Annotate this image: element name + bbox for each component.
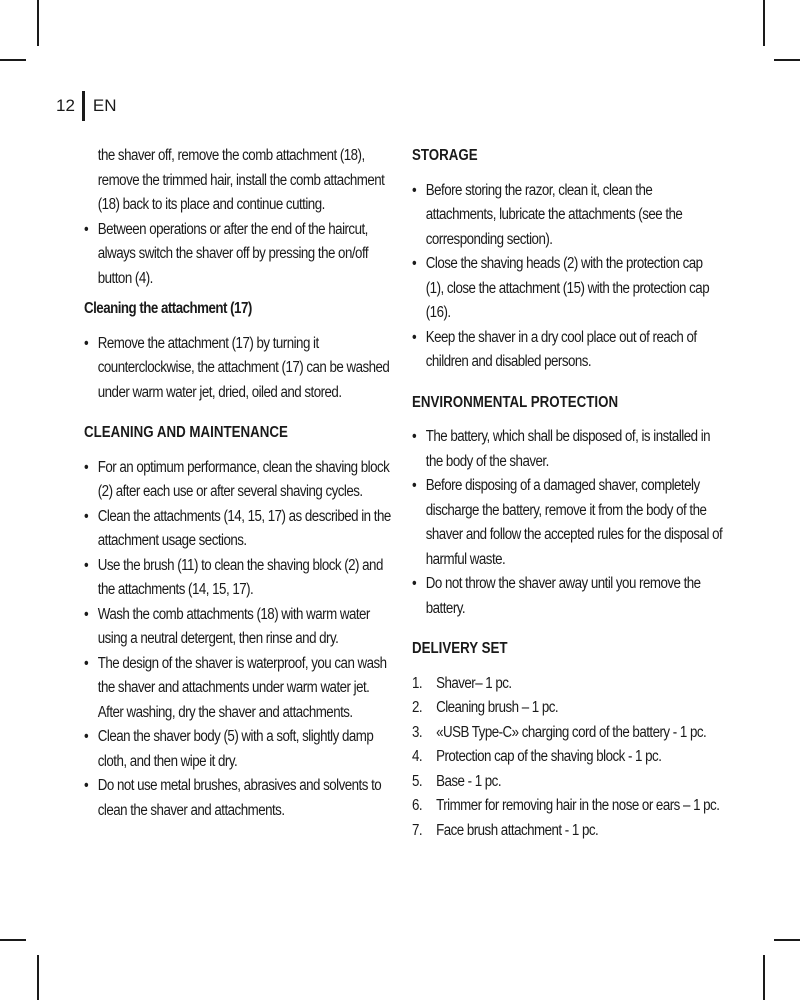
bullet-icon: •: [84, 605, 89, 623]
list-item: 4. Protection cap of the shaving block - 1 pc.: [412, 745, 723, 770]
item-number: 4.: [412, 748, 423, 765]
item-number: 2.: [412, 699, 423, 716]
list-item: • Use the brush (11) to clean the shaving block (2) and the attachments (14, 15, 17).: [84, 554, 395, 603]
bullet-icon: •: [412, 575, 417, 592]
crop-mark-bottom-left-horizontal: [0, 939, 26, 941]
list-item: • The battery, which shall be disposed of, is installed in the body of the shaver.: [412, 425, 723, 474]
attachment-bullet-list: [84, 332, 395, 406]
page-number: 12: [56, 96, 75, 115]
list-item: 6. Trimmer for removing hair in the nose or ears – 1 pc.: [412, 794, 723, 819]
bullet-icon: •: [412, 328, 417, 346]
bullet-icon: •: [412, 255, 417, 272]
item-number: 3.: [412, 723, 423, 741]
list-item: • Remove the attachment (17) by turning it counterclockwise, the attachment (17) can be washed under warm water jet, dried, oiled and stored.: [84, 332, 395, 406]
subheading-cleaning-attachment: Cleaning the attachment (17): [84, 300, 252, 317]
bullet-icon: •: [84, 777, 89, 794]
list-item: • Do not use metal brushes, abrasives and solvents to clean the shaver and attachments.: [84, 774, 395, 823]
bullet-icon: •: [84, 556, 89, 574]
bullet-icon: •: [412, 181, 417, 199]
list-item: • For an optimum performance, clean the shaving block (2) after each use or after several shaving cycles.: [84, 456, 395, 505]
list-item: • Do not throw the shaver away until you remove the battery.: [412, 572, 723, 621]
section-heading-environmental: ENVIRONMENTAL PROTECTION: [412, 393, 619, 411]
list-item: 5. Base - 1 pc.: [412, 770, 723, 795]
crop-mark-bottom-left-vertical: [37, 955, 39, 1000]
haircut-bullet-list: [84, 218, 395, 292]
storage-bullet-list: [412, 179, 723, 375]
crop-mark-top-right-vertical: [763, 0, 765, 46]
crop-mark-top-right-horizontal: [774, 59, 800, 61]
list-item: • Before disposing of a damaged shaver, completely discharge the battery, remove it from the body of the shaver and follow the accepted rules for the disposal of harmful waste.: [412, 474, 723, 572]
list-item: • Clean the attachments (14, 15, 17) as described in the attachment usage sections.: [84, 505, 395, 554]
header-divider: [82, 91, 85, 121]
item-number: 6.: [412, 797, 423, 814]
list-item: 2. Cleaning brush – 1 pc.: [412, 696, 723, 721]
right-column: [412, 144, 722, 843]
list-item: • Keep the shaver in a dry cool place out of reach of children and disabled persons.: [412, 326, 723, 375]
item-number: 5.: [412, 772, 423, 790]
list-item: • Close the shaving heads (2) with the protection cap (1), close the attachment (15) with the protection cap (16).: [412, 252, 723, 326]
left-column: [84, 144, 394, 823]
crop-mark-bottom-right-vertical: [763, 955, 765, 1000]
list-item: 3. «USB Type-C» charging cord of the battery - 1 pc.: [412, 721, 723, 746]
cleaning-bullet-list: [84, 456, 395, 824]
item-number: 1.: [412, 674, 423, 692]
continued-paragraph: the shaver off, remove the comb attachment (18), remove the trimmed hair, install the comb attachment (18) back to its place and continue cutting.: [97, 147, 385, 213]
bullet-icon: •: [84, 728, 89, 745]
language-code: EN: [92, 96, 117, 115]
crop-mark-top-left-vertical: [37, 0, 39, 46]
page-header: [56, 90, 117, 122]
list-item: • Clean the shaver body (5) with a soft, slightly damp cloth, and then wipe it dry.: [84, 725, 395, 774]
item-number: 7.: [412, 821, 423, 839]
environment-bullet-list: [412, 425, 723, 621]
bullet-icon: •: [84, 220, 89, 238]
bullet-icon: •: [412, 428, 417, 445]
section-heading-cleaning: CLEANING AND MAINTENANCE: [84, 424, 288, 441]
list-item: • Wash the comb attachments (18) with warm water using a neutral detergent, then rinse and dry.: [84, 603, 395, 652]
list-item: 1. Shaver– 1 pc.: [412, 672, 723, 697]
crop-mark-bottom-right-horizontal: [774, 939, 800, 941]
list-item: • Between operations or after the end of the haircut, always switch the shaver off by pressing the on/off button (4).: [84, 218, 395, 292]
bullet-icon: •: [84, 507, 89, 525]
bullet-icon: •: [412, 477, 417, 494]
delivery-set-list: [412, 672, 723, 844]
crop-mark-top-left-horizontal: [0, 59, 26, 61]
section-heading-delivery: DELIVERY SET: [412, 640, 508, 657]
list-item: • The design of the shaver is waterproof, you can wash the shaver and attachments under warm water jet. After washing, dry the shaver and attachments.: [84, 652, 395, 726]
bullet-icon: •: [84, 334, 89, 352]
section-heading-storage: STORAGE: [412, 147, 478, 164]
list-item: 7. Face brush attachment - 1 pc.: [412, 819, 723, 844]
bullet-icon: •: [84, 458, 89, 476]
list-item: • Before storing the razor, clean it, clean the attachments, lubricate the attachments (see the corresponding section).: [412, 179, 723, 253]
bullet-icon: •: [84, 654, 89, 672]
